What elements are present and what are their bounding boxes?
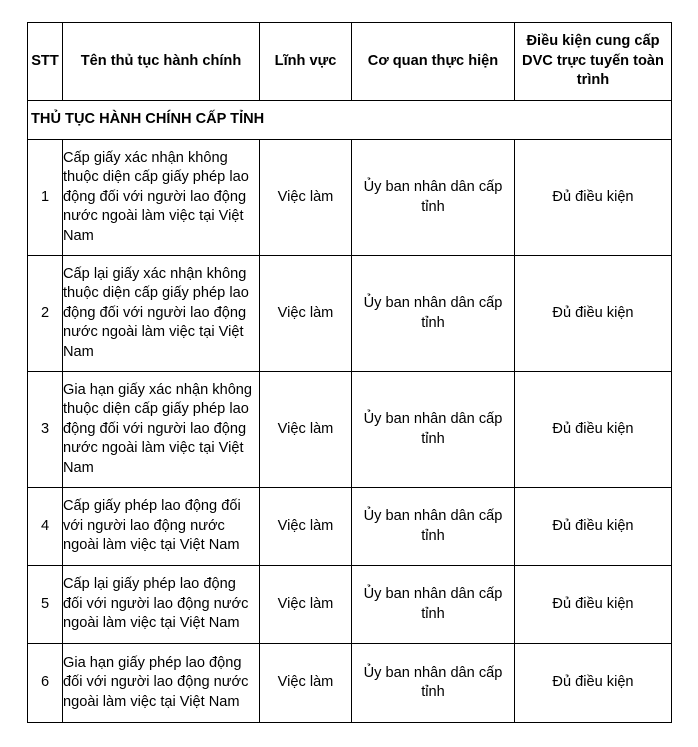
cell-field: Việc làm [260, 488, 352, 566]
cell-procedure-name: Cấp lại giấy phép lao động đối với người lao động nước ngoài làm việc tại Việt Nam [63, 566, 260, 644]
table-row [28, 566, 672, 644]
header-row [28, 23, 672, 101]
cell-stt: 2 [28, 256, 63, 372]
cell-stt: 1 [28, 140, 63, 256]
header-stt: STT [28, 23, 63, 101]
cell-condition: Đủ điều kiện [515, 488, 672, 566]
cell-procedure-name: Gia hạn giấy phép lao động đối với người lao động nước ngoài làm việc tại Việt Nam [63, 644, 260, 723]
table-row [28, 256, 672, 372]
cell-procedure-name: Cấp giấy xác nhận không thuộc diện cấp giấy phép lao động đối với người lao động nước ngoài làm việc tại Việt Nam [63, 140, 260, 256]
cell-condition: Đủ điều kiện [515, 140, 672, 256]
cell-stt: 3 [28, 372, 63, 488]
section-row [28, 101, 672, 140]
header-name: Tên thủ tục hành chính [63, 23, 260, 101]
procedures-table [27, 22, 672, 723]
cell-agency: Ủy ban nhân dân cấp tỉnh [352, 644, 515, 723]
header-field: Lĩnh vực [260, 23, 352, 101]
cell-condition: Đủ điều kiện [515, 644, 672, 723]
cell-agency: Ủy ban nhân dân cấp tỉnh [352, 140, 515, 256]
cell-condition: Đủ điều kiện [515, 256, 672, 372]
section-title: THỦ TỤC HÀNH CHÍNH CẤP TỈNH [28, 101, 672, 140]
cell-procedure-name: Cấp giấy phép lao động đối với người lao động nước ngoài làm việc tại Việt Nam [63, 488, 260, 566]
cell-condition: Đủ điều kiện [515, 372, 672, 488]
table-row [28, 140, 672, 256]
cell-field: Việc làm [260, 566, 352, 644]
table-row [28, 488, 672, 566]
cell-stt: 4 [28, 488, 63, 566]
cell-procedure-name: Cấp lại giấy xác nhận không thuộc diện cấp giấy phép lao động đối với người lao động nước ngoài làm việc tại Việt Nam [63, 256, 260, 372]
cell-stt: 5 [28, 566, 63, 644]
cell-agency: Ủy ban nhân dân cấp tỉnh [352, 372, 515, 488]
cell-field: Việc làm [260, 256, 352, 372]
header-condition [515, 23, 672, 101]
cell-agency: Ủy ban nhân dân cấp tỉnh [352, 566, 515, 644]
cell-condition: Đủ điều kiện [515, 566, 672, 644]
cell-stt: 6 [28, 644, 63, 723]
cell-procedure-name: Gia hạn giấy xác nhận không thuộc diện cấp giấy phép lao động đối với người lao động nước ngoài làm việc tại Việt Nam [63, 372, 260, 488]
cell-field: Việc làm [260, 140, 352, 256]
table-row [28, 372, 672, 488]
header-condition-text: Điều kiện cung cấp DVC trực tuyến toàn trình [522, 33, 664, 89]
table-row [28, 644, 672, 723]
cell-field: Việc làm [260, 644, 352, 723]
cell-agency: Ủy ban nhân dân cấp tỉnh [352, 488, 515, 566]
cell-agency: Ủy ban nhân dân cấp tỉnh [352, 256, 515, 372]
cell-field: Việc làm [260, 372, 352, 488]
header-agency: Cơ quan thực hiện [352, 23, 515, 101]
